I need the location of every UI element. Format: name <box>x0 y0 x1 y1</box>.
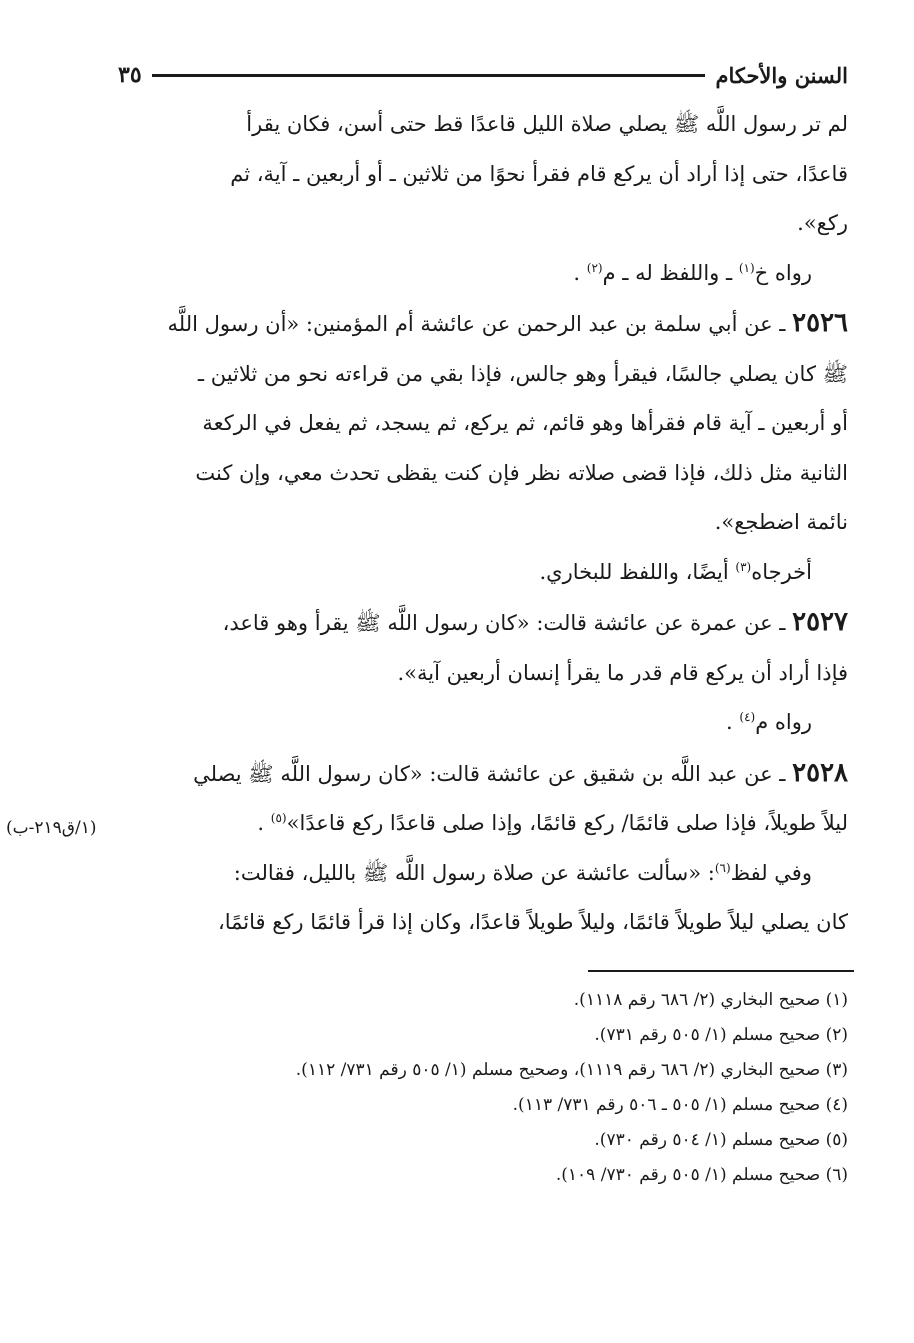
text-line <box>118 799 848 849</box>
narration-text: أخرجاه <box>751 559 812 584</box>
hadith-text: ـ عن أبي سلمة بن عبد الرحمن عن عائشة أم المؤمنين: «أن رسول اللَّه <box>167 312 793 336</box>
text-line: ركع». <box>797 211 848 235</box>
footnote-ref: (٦) <box>714 860 731 875</box>
hadith-2526-start <box>118 299 848 350</box>
narration-line <box>118 548 848 598</box>
text-line: قاعدًا، حتى إذا أراد أن يركع قام فقرأ نحوًا من ثلاثين ـ أو أربعين ـ آية، ثم <box>230 161 848 186</box>
footnote: (٣) صحيح البخاري (٢/ ٦٨٦ رقم ١١١٩)، وصحيح مسلم (١/ ٥٠٥ رقم ٧٣١/ ١١٢). <box>295 1060 848 1080</box>
text-line: كان يصلي ليلاً طويلاً قائمًا، وليلاً طويلاً قاعدًا، وكان إذا قرأ قائمًا ركع قائمًا، <box>217 910 848 934</box>
narration-text: رواه خ <box>754 260 812 285</box>
hadith-2528-start <box>118 749 848 800</box>
footnote: (١) صحيح البخاري (٢/ ٦٨٦ رقم ١١١٨). <box>573 990 848 1010</box>
header-rule <box>152 74 706 77</box>
footnote-ref: (٥) <box>270 811 287 825</box>
text-line: فإذا أراد أن يركع قام قدر ما يقرأ إنسان أربعين آية». <box>397 660 848 685</box>
footnotes <box>118 983 848 1193</box>
hadith-2527-start <box>118 598 848 649</box>
variant-text: وفي لفظ <box>730 860 812 885</box>
page-number: ٣٥ <box>118 62 142 88</box>
manuscript-margin-ref: (١/ق٢١٩-ب) <box>6 818 97 838</box>
text-line: الثانية مثل ذلك، فإذا قضى صلاته نظر فإن كنت يقظى تحدث معي، وإن كنت <box>195 460 848 485</box>
footnote-ref: (٢) <box>586 260 603 275</box>
narration-text: . <box>726 710 740 734</box>
hadith-number: ٢٥٢٦ <box>792 308 848 338</box>
variant-text: : «سألت عائشة عن صلاة رسول اللَّه ﷺ بالليل، فقالت: <box>233 860 715 885</box>
footnote: (٤) صحيح مسلم (١/ ٥٠٥ ـ ٥٠٦ رقم ٧٣١/ ١١٣). <box>512 1095 848 1115</box>
footnote-separator <box>588 970 854 972</box>
narration-text: ـ واللفظ له ـ م <box>602 260 739 285</box>
narration-text: . <box>573 260 587 285</box>
footnote: (٥) صحيح مسلم (١/ ٥٠٤ رقم ٧٣٠). <box>594 1130 848 1150</box>
footnote-ref: (٤) <box>739 710 756 724</box>
text-line: أو أربعين ـ آية قام فقرأها وهو قائم، ثم يركع، ثم يسجد، ثم يفعل في الركعة <box>202 411 848 435</box>
footnote-ref: (٣) <box>735 559 752 574</box>
hadith-text: . <box>257 811 271 835</box>
running-title: السنن والأحكام <box>715 62 848 88</box>
footnote: (٢) صحيح مسلم (١/ ٥٠٥ رقم ٧٣١). <box>594 1025 848 1045</box>
narration-text: أيضًا، واللفظ للبخاري. <box>539 559 736 584</box>
hadith-text: ـ عن عبد اللَّه بن شقيق عن عائشة قالت: «كان رسول اللَّه ﷺ يصلي <box>193 761 793 786</box>
hadith-text: ـ عن عمرة عن عائشة قالت: «كان رسول اللَّه ﷺ يقرأ وهو قاعد، <box>222 611 793 635</box>
text-line: ﷺ كان يصلي جالسًا، فيقرأ وهو جالس، فإذا بقي من قراءته نحو من ثلاثين ـ <box>197 361 848 386</box>
running-header <box>118 58 848 92</box>
footnote: (٦) صحيح مسلم (١/ ٥٠٥ رقم ٧٣٠/ ١٠٩). <box>555 1165 848 1185</box>
text-line: لم تر رسول اللَّه ﷺ يصلي صلاة الليل قاعدًا قط حتى أسن، فكان يقرأ <box>246 112 848 136</box>
hadith-number: ٢٥٢٧ <box>792 607 848 637</box>
narration-line <box>118 698 848 748</box>
narration-line <box>118 249 848 299</box>
narration-text: رواه م <box>755 710 812 734</box>
text-line: نائمة اضطجع». <box>714 510 848 534</box>
hadith-text: ليلاً طويلاً، فإذا صلى قائمًا/ ركع قائمًا، وإذا صلى قاعدًا ركع قاعدًا» <box>286 811 848 835</box>
variant-line <box>118 849 848 899</box>
footnote-ref: (١) <box>738 260 755 275</box>
main-text <box>118 100 848 948</box>
hadith-number: ٢٥٢٨ <box>792 757 848 788</box>
